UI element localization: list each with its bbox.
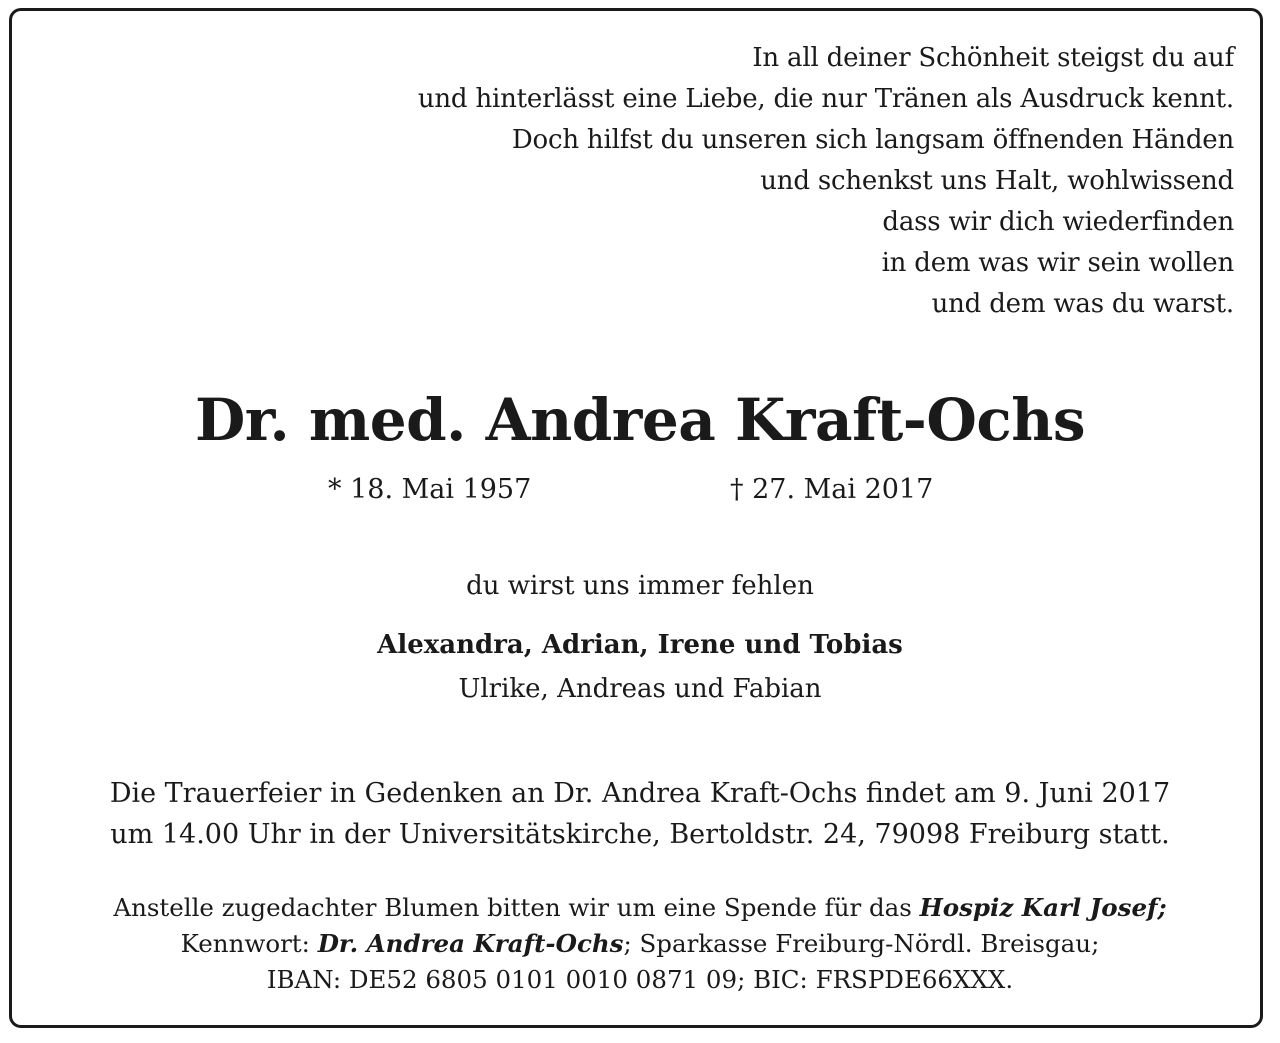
donation-line-1 xyxy=(0,890,1280,926)
poem-line: und dem was du warst. xyxy=(931,289,1234,319)
mourners-secondary: Ulrike, Andreas und Fabian xyxy=(458,674,822,704)
birth-date: * 18. Mai 1957 xyxy=(328,474,532,505)
poem-line: In all deiner Schönheit steigst du auf xyxy=(752,43,1234,73)
ceremony-info xyxy=(0,773,1280,855)
ceremony-line: Die Trauerfeier in Gedenken an Dr. Andrea Kraft-Ochs findet am 9. Juni 2017 xyxy=(109,778,1171,809)
donation-info xyxy=(0,890,1280,998)
poem xyxy=(234,38,1234,325)
poem-line: Doch hilfst du unseren sich langsam öffnenden Händen xyxy=(511,125,1234,155)
bank-details: IBAN: DE52 6805 0101 0010 0871 09; BIC: FRSPDE66XXX. xyxy=(266,965,1014,994)
hospice-name: Hospiz Karl Josef; xyxy=(919,893,1167,922)
donation-text: Kennwort: xyxy=(180,929,318,958)
poem-line: dass wir dich wiederfinden xyxy=(882,207,1234,237)
donation-text: Anstelle zugedachter Blumen bitten wir um eine Spende für das xyxy=(113,893,920,922)
death-date: † 27. Mai 2017 xyxy=(730,474,934,505)
poem-line: und schenkst uns Halt, wohlwissend xyxy=(760,166,1234,196)
ceremony-line: um 14.00 Uhr in der Universitätskirche, Bertoldstr. 24, 79098 Freiburg statt. xyxy=(110,819,1170,850)
farewell-line: du wirst uns immer fehlen xyxy=(466,571,814,601)
donation-text: ; Sparkasse Freiburg-Nördl. Breisgau; xyxy=(623,929,1100,958)
donation-line-2 xyxy=(0,926,1280,962)
poem-line: in dem was wir sein wollen xyxy=(881,248,1234,278)
keyword-name: Dr. Andrea Kraft-Ochs xyxy=(317,929,624,958)
deceased-name: Dr. med. Andrea Kraft-Ochs xyxy=(194,386,1086,454)
mourners-primary: Alexandra, Adrian, Irene und Tobias xyxy=(377,630,903,660)
poem-line: und hinterlässt eine Liebe, die nur Tränen als Ausdruck kennt. xyxy=(417,84,1234,114)
